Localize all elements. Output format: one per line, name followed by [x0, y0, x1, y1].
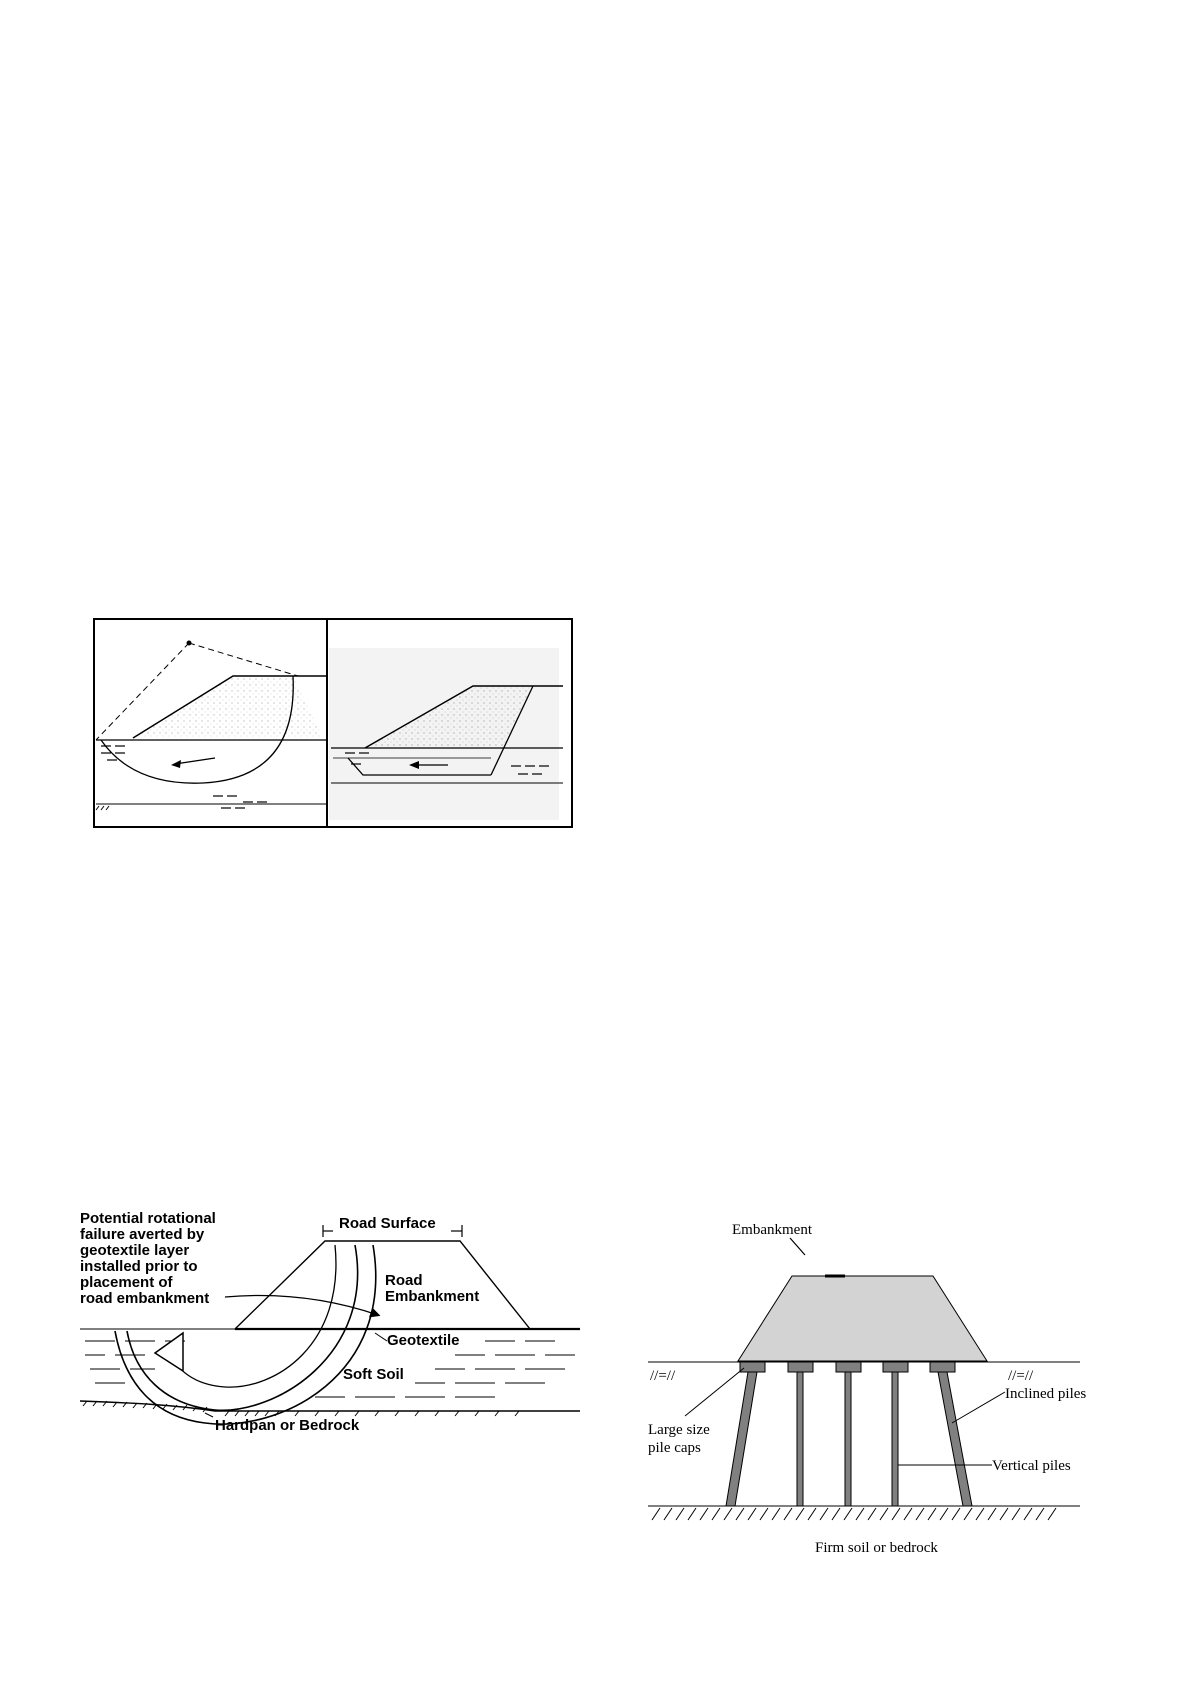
- pile-cap: [883, 1362, 908, 1372]
- inclined-piles-leader: [952, 1392, 1005, 1423]
- pile-caps-label-1: Large size: [648, 1422, 710, 1438]
- geotextile-figure: [75, 1205, 585, 1445]
- vertical-pile: [797, 1372, 803, 1506]
- road-surface-dimension: [323, 1215, 462, 1237]
- note-line-3: geotextile layer: [80, 1242, 190, 1259]
- embankment-leader: [790, 1238, 805, 1255]
- note-line-1: Potential rotational: [80, 1210, 216, 1227]
- translational-failure-panel: [329, 648, 563, 820]
- embankment-label: Embankment: [732, 1222, 812, 1238]
- note-line-2: failure averted by: [80, 1226, 205, 1243]
- note-line-4: installed prior to: [80, 1258, 198, 1275]
- inclined-pile-left: [726, 1372, 757, 1506]
- pile-caps-label-2: pile caps: [648, 1440, 701, 1456]
- pile-caps-leader: [685, 1368, 744, 1416]
- ground-hatch-right: //=//: [1008, 1368, 1034, 1384]
- vertical-pile: [892, 1372, 898, 1506]
- vertical-pile: [845, 1372, 851, 1506]
- road-embankment-label-1: Road: [385, 1272, 423, 1289]
- road-embankment-label-2: Embankment: [385, 1288, 480, 1305]
- rotational-failure-note: [80, 1210, 216, 1307]
- pile-embankment-figure: [640, 1218, 1090, 1568]
- vertical-piles-label: Vertical piles: [992, 1458, 1071, 1474]
- pile-cap: [788, 1362, 813, 1372]
- firm-soil-label: Firm soil or bedrock: [815, 1540, 938, 1556]
- piles: [726, 1372, 972, 1506]
- firm-soil-hatch: [652, 1508, 1056, 1520]
- failure-circle-center: [187, 641, 192, 646]
- note-line-6: road embankment: [80, 1290, 210, 1307]
- failure-modes-figure: [93, 618, 573, 828]
- rotation-arrowhead: [155, 1333, 183, 1371]
- pile-cap: [836, 1362, 861, 1372]
- note-line-5: placement of: [80, 1274, 173, 1291]
- geotextile-label: Geotextile: [387, 1332, 460, 1349]
- pile-cap: [930, 1362, 955, 1372]
- failure-modes-svg: [93, 618, 573, 828]
- inclined-pile-right: [938, 1372, 972, 1506]
- geotextile-svg: [75, 1205, 585, 1445]
- road-embankment-outline: [235, 1241, 530, 1329]
- soft-soil-label: Soft Soil: [343, 1366, 404, 1383]
- ground-hatch-left: //=//: [650, 1368, 676, 1384]
- hardpan-leader: [205, 1413, 213, 1417]
- road-surface-label: Road Surface: [339, 1215, 436, 1232]
- inclined-piles-label: Inclined piles: [1005, 1386, 1087, 1402]
- hardpan-label: Hardpan or Bedrock: [215, 1417, 360, 1434]
- geotextile-leader: [375, 1333, 387, 1341]
- embankment-body: [738, 1276, 987, 1361]
- pile-cap: [740, 1362, 765, 1372]
- pile-embankment-svg: [640, 1218, 1090, 1568]
- pile-caps: [740, 1362, 955, 1372]
